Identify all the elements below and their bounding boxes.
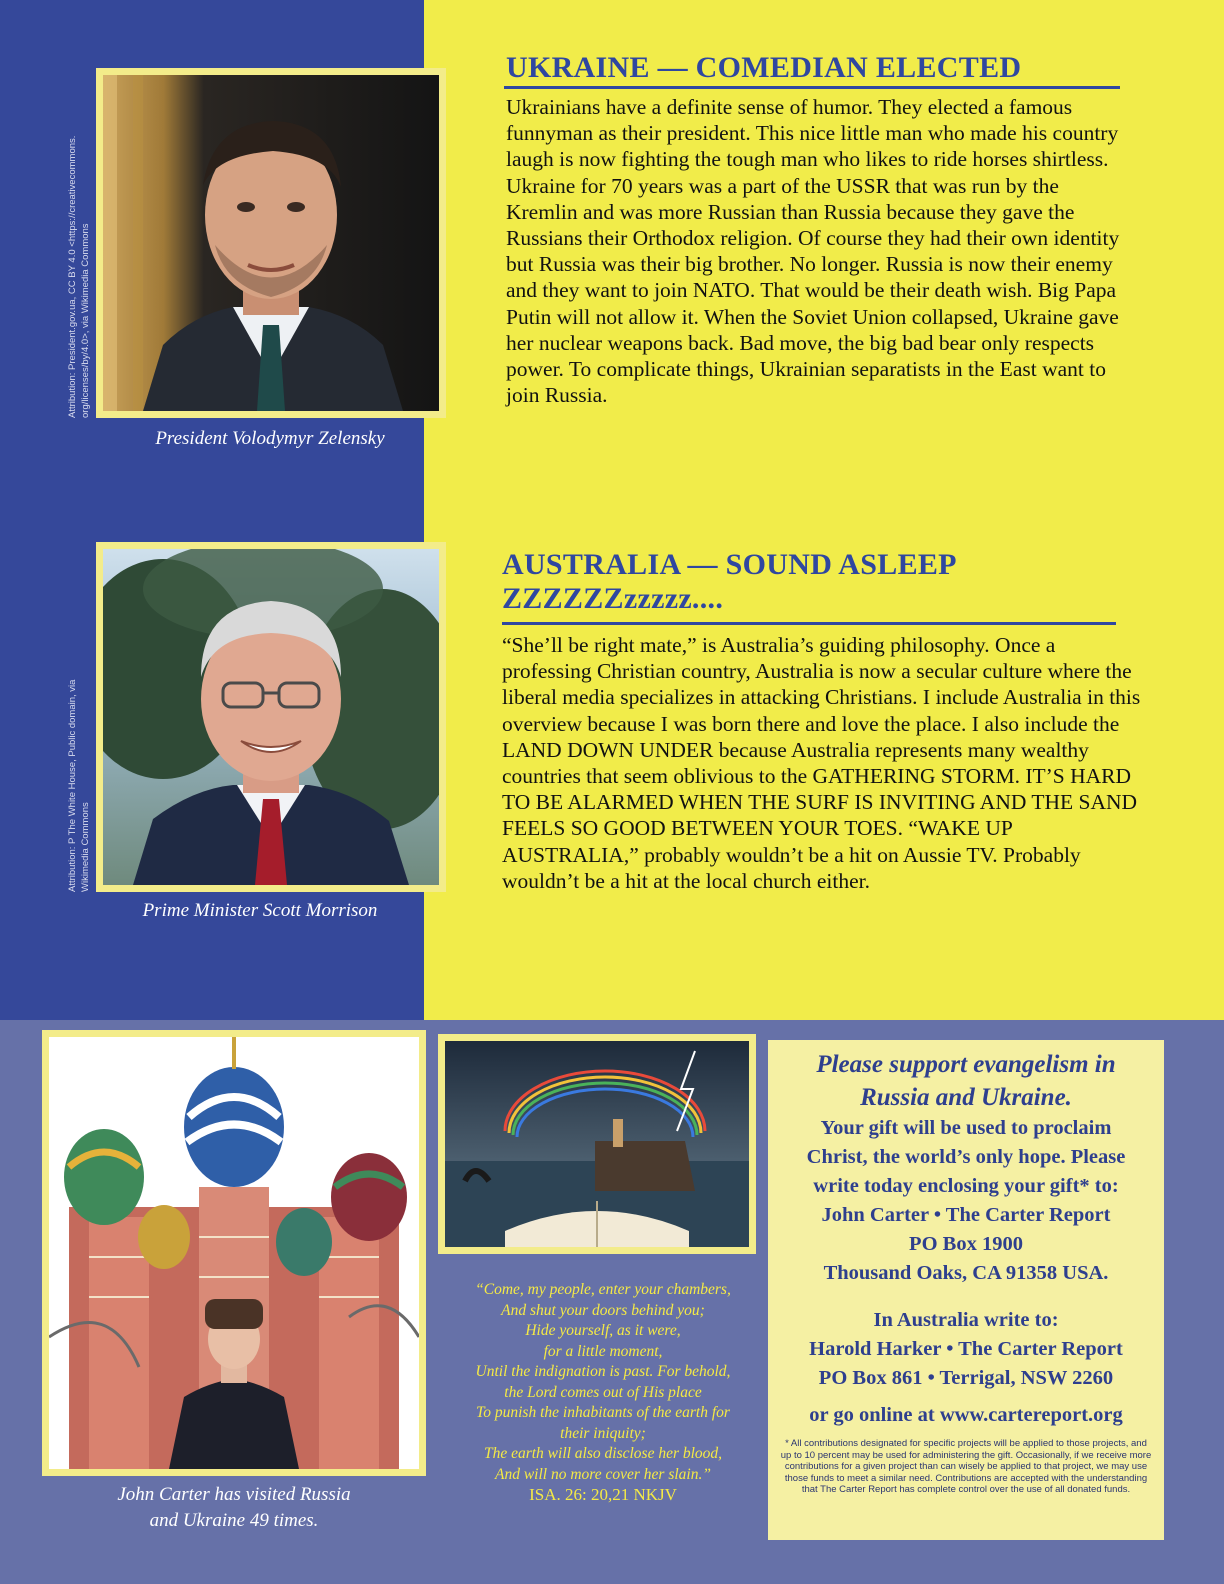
ark-photo-frame — [438, 1034, 756, 1254]
support-australia-line: In Australia write to: — [873, 1309, 1059, 1331]
morrison-photo — [103, 549, 439, 885]
support-text-line: write today enclosing your gift* to: — [813, 1175, 1119, 1197]
support-australia-line: PO Box 861 • Terrigal, NSW 2260 — [818, 1367, 1114, 1389]
quote-line: for a little moment, — [543, 1342, 663, 1360]
morrison-photo-attribution: Attribution: P The White House, Public domain, via Wikimedia Commons — [67, 679, 91, 892]
support-website-link[interactable]: or go online at www.cartereport.org — [809, 1404, 1123, 1426]
australia-heading — [502, 548, 1142, 616]
noahs-ark-bible-image — [445, 1041, 749, 1247]
carter-photo — [49, 1037, 419, 1469]
quote-line: Hide yourself, as it were, — [525, 1322, 681, 1339]
support-spacer — [780, 1393, 1152, 1401]
support-address-line: Thousand Oaks, CA 91358 USA. — [823, 1262, 1109, 1284]
quote-line: And will no more cover her slain.” — [495, 1465, 711, 1483]
quote-line: The earth will also disclose her blood, — [483, 1445, 723, 1462]
support-text-line: Christ, the world’s only hope. Please — [806, 1146, 1126, 1168]
quote-line: “Come, my people, enter your chambers, — [475, 1281, 731, 1298]
zelensky-photo-caption: President Volodymyr Zelensky — [155, 428, 385, 449]
quote-line: To punish the inhabitants of the earth for — [476, 1404, 730, 1421]
carter-caption-line2: and Ukraine 49 times. — [149, 1510, 319, 1531]
support-fine-print: * All contributions designated for specific projects will be applied to those projects, and up to 10 percent may be used for administering the gift. Occasionally, if we receive more contributions for a given project than can wisely be applied to that project, we may use those funds to meet a similar need. Contributions are accepted with the understanding that The Carter Report has complete control over the use of all donated funds. — [780, 1438, 1152, 1495]
ukraine-article-body — [506, 94, 1128, 408]
scripture-quote — [438, 1280, 768, 1506]
zelensky-portrait-image — [103, 75, 439, 411]
quote-line: their iniquity; — [560, 1424, 646, 1442]
zelensky-photo-attribution: Attribution: President.gov.ua, CC BY 4.0 <https://creativecommons. org/licenses/by/4.0>, via Wikimedia Commons — [67, 135, 91, 418]
morrison-portrait-image — [103, 549, 439, 885]
australia-heading-line1: AUSTRALIA — SOUND ASLEEP — [502, 548, 957, 581]
quote-line: Until the indignation is past. For behold, — [475, 1363, 731, 1380]
support-text-line: Your gift will be used to proclaim — [820, 1117, 1112, 1139]
ukraine-heading: UKRAINE — COMEDIAN ELECTED — [506, 51, 1022, 84]
carter-caption-line1: John Carter has visited Russia — [117, 1484, 351, 1505]
support-title-line1: Please support evangelism in — [816, 1051, 1116, 1078]
quote-line: the Lord comes out of His place — [504, 1383, 702, 1401]
support-australia-line: Harold Harker • The Carter Report — [809, 1338, 1123, 1360]
australia-article-body — [502, 632, 1142, 894]
zelensky-photo — [103, 75, 439, 411]
support-address-line: John Carter • The Carter Report — [821, 1204, 1111, 1226]
australia-heading-line2: ZZZZZZzzzzz.... — [502, 582, 724, 615]
morrison-photo-frame — [96, 542, 446, 892]
support-spacer — [780, 1288, 1152, 1306]
carter-photo-frame — [42, 1030, 426, 1476]
ukraine-article-text: Ukrainians have a definite sense of humor. They elected a famous funnyman as their president. This nice little man who made his country laugh is now fighting the tough man who likes to ride horses shirtless. Ukraine for 70 years was a part of the USSR that was run by the Kremlin and was more Russian than Russia because they gave the Russians their Orthodox religion. Of course they had their own identity but Russia was their big brother. No longer. Russia is now their enemy and they want to join NATO. That would be their death wish. Big Papa Putin will not allow it. When the Soviet Union collapsed, Ukraine gave her nuclear weapons back. Bad move, the big bad bear only respects power. To complicate things, Ukrainian separatists in the East want to join Russia. — [506, 95, 1120, 408]
ark-photo — [445, 1041, 749, 1247]
carter-photo-caption — [42, 1482, 426, 1534]
ukraine-heading-rule — [504, 86, 1120, 89]
support-title-line2: Russia and Ukraine. — [860, 1084, 1072, 1111]
morrison-photo-caption: Prime Minister Scott Morrison — [142, 900, 378, 921]
st-basils-cathedral-image — [49, 1037, 419, 1469]
quote-reference: ISA. 26: 20,21 NKJV — [529, 1485, 677, 1504]
australia-article-text: “She’ll be right mate,” is Australia’s guiding philosophy. Once a professing Christian country, Australia is now a secular culture where the liberal media specializes in attacking Christians. I include Australia in this overview because I was born there and love the place. I also include the LAND DOWN UNDER because Australia represents many wealthy countries that seem oblivious to the GATHERING STORM. IT’S HARD TO BE ALARMED WHEN THE SURF IS INVITING AND THE SAND FEELS SO GOOD BETWEEN YOUR TOES. “WAKE UP AUSTRALIA,” probably wouldn’t be a hit on Aussie TV. Probably wouldn’t be a hit at the local church either. — [502, 633, 1141, 893]
quote-line: And shut your doors behind you; — [501, 1301, 705, 1319]
australia-heading-rule — [502, 622, 1116, 625]
zelensky-photo-frame — [96, 68, 446, 418]
support-box — [768, 1040, 1164, 1540]
support-address-line: PO Box 1900 — [909, 1233, 1023, 1255]
